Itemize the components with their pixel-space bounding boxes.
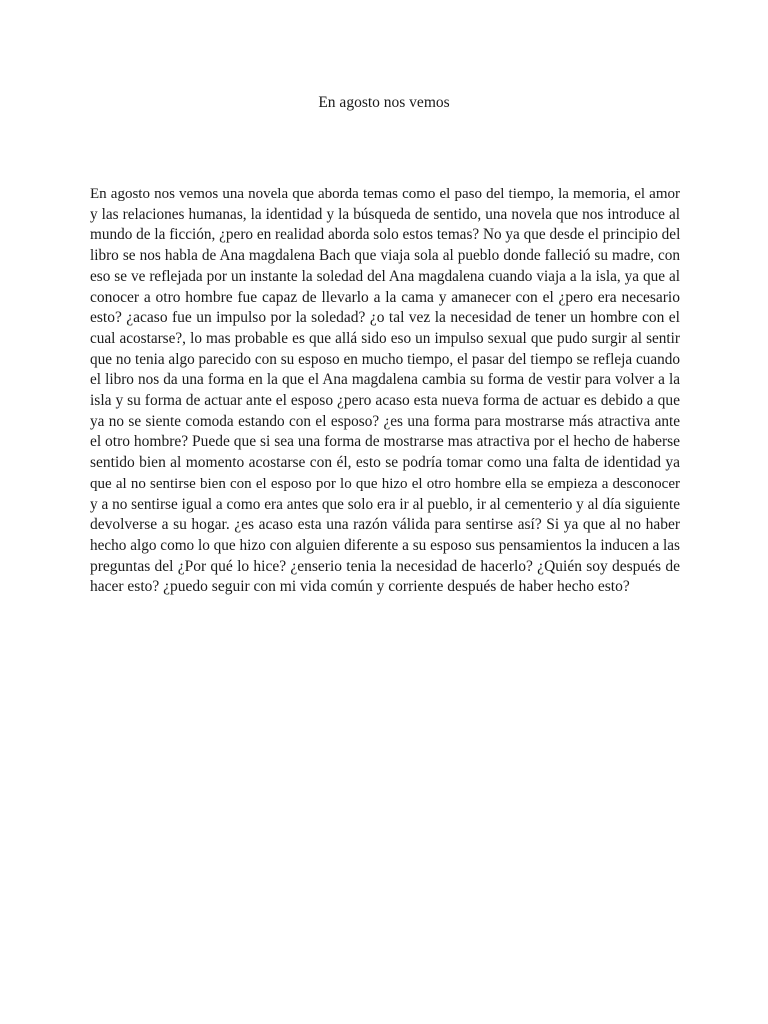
body-line: y las relaciones humanas, la identidad y la búsqueda de sentido, una novela que nos introduce al <box>90 205 680 223</box>
document-title: En agosto nos vemos <box>318 94 450 111</box>
body-line: preguntas del ¿Por qué lo hice? ¿enserio tenia la necesidad de hacerlo? ¿Quién soy después de <box>90 557 680 575</box>
body-line: devolverse a su hogar. ¿es acaso esta una razón válida para sentirse así? Si ya que al no haber <box>90 516 680 534</box>
body-line: mundo de la ficción, ¿pero en realidad aborda solo estos temas? No ya que desde el principio del <box>90 226 681 244</box>
body-line: sentido bien al momento acostarse con él, esto se podría tomar como una falta de identidad ya <box>90 454 680 472</box>
body-line: eso se ve reflejada por un instante la soledad del Ana magdalena cuando viaja a la isla, ya que al <box>90 267 680 285</box>
body-line: el otro hombre? Puede que si sea una forma de mostrarse mas atractiva por el hecho de haberse <box>90 433 681 451</box>
body-line: hacer esto? ¿puedo seguir con mi vida común y corriente después de haber hecho esto? <box>90 578 630 596</box>
body-line: libro se nos habla de Ana magdalena Bach que viaja sola al pueblo donde falleció su madre, con <box>90 247 680 265</box>
body-line: y a no sentirse igual a como era antes que solo era ir al pueblo, ir al cementerio y al día siguiente <box>90 495 680 513</box>
body-line: hecho algo como lo que hizo con alguien diferente a su esposo sus pensamientos la inducen a las <box>90 536 680 554</box>
body-line: isla y su forma de actuar ante el esposo ¿pero acaso esta nueva forma de actuar es debido a que <box>90 392 680 410</box>
body-line: En agosto nos vemos una novela que aborda temas como el paso del tiempo, la memoria, el amor <box>90 186 680 202</box>
body-line: ya no se siente comoda estando con el esposo? ¿es una forma para mostrarse más atractiva ante <box>90 412 680 430</box>
body-line: el libro nos da una forma en la que el Ana magdalena cambia su forma de vestir para volver a la <box>90 371 680 389</box>
body-line: cual acostarse?, lo mas probable es que allá sido eso un impulso sexual que pudo surgir al sentir <box>90 329 680 347</box>
document-body <box>90 184 680 598</box>
body-line: esto? ¿acaso fue un impulso por la soledad? ¿o tal vez la necesidad de tener un hombre con el <box>90 309 680 327</box>
body-line: que al no sentirse bien con el esposo por lo que hizo el otro hombre ella se empieza a desconocer <box>90 475 680 492</box>
body-line: conocer a otro hombre fue capaz de llevarlo a la cama y amanecer con el ¿pero era necesario <box>90 288 680 306</box>
body-line: que no tenia algo parecido con su esposo en mucho tiempo, el pasar del tiempo se refleja cuando <box>90 350 680 368</box>
